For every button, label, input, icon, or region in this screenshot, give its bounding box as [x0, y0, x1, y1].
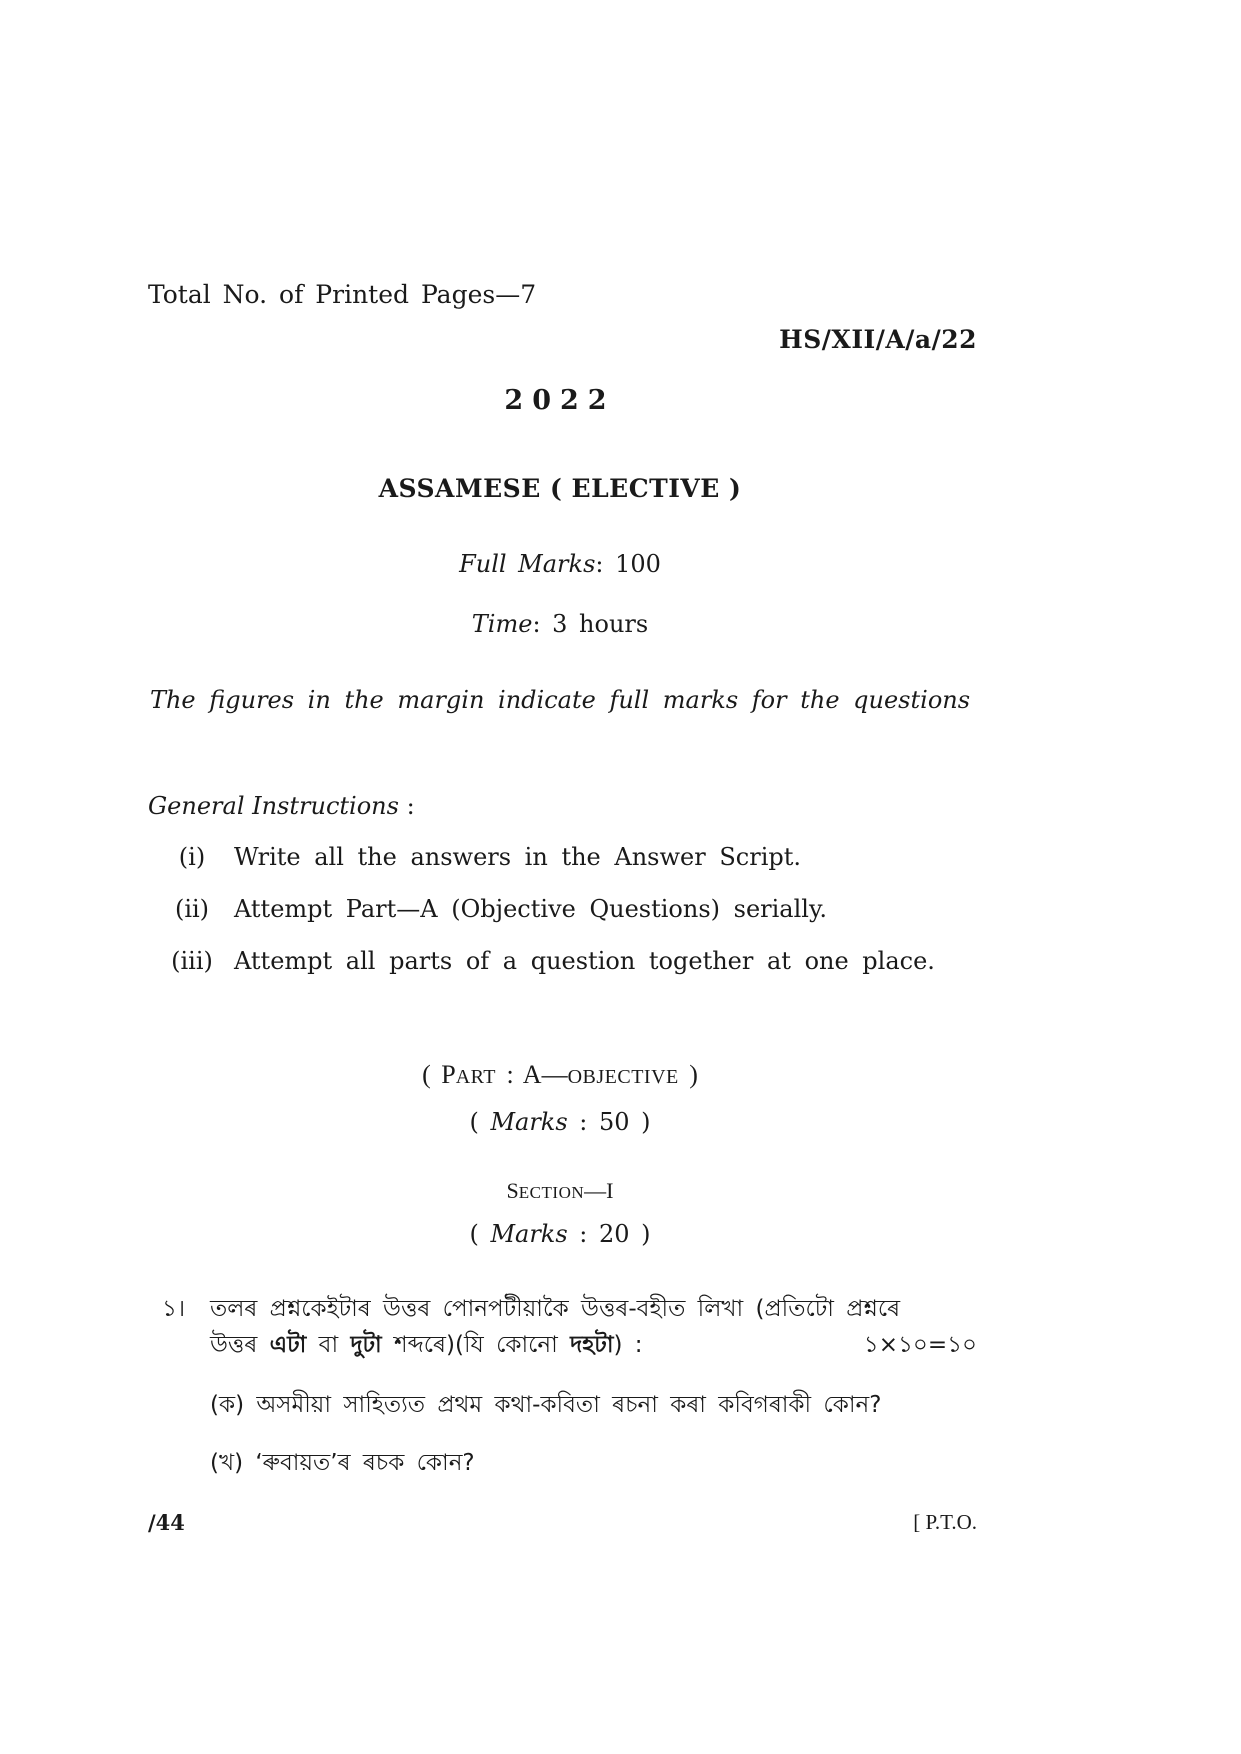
instruction-number: (i): [178, 843, 206, 871]
time-allowed: [0, 610, 1120, 638]
sub-question-kha: (খ) ‘ৰুবায়ত’ৰ ৰচক কোন?: [210, 1450, 475, 1476]
part-title-objective: OBJECTIVE: [567, 1066, 679, 1088]
question-number: ১।: [162, 1296, 186, 1322]
part-title: [0, 1060, 1120, 1090]
part-marks-open: (: [469, 1108, 491, 1136]
instruction-number: (iii): [171, 947, 213, 975]
instruction-text: Attempt Part—A (Objective Questions) serially.: [234, 895, 827, 923]
q-line2-bold-two: দুটা: [350, 1332, 382, 1358]
instruction-item: [150, 843, 801, 871]
total-pages-note: Total No. of Printed Pages—7: [148, 280, 537, 309]
general-instructions-label: General Instructions: [148, 792, 399, 820]
part-title-close: ): [678, 1060, 698, 1089]
time-value: : 3 hours: [532, 610, 649, 638]
full-marks-value: : 100: [595, 550, 661, 578]
part-marks-value: : 50 ): [567, 1108, 651, 1136]
time-label: Time: [471, 610, 533, 638]
section-marks-value: : 20 ): [567, 1220, 651, 1248]
exam-year: 2022: [504, 385, 616, 416]
instruction-item: [150, 895, 827, 923]
question-text-line2: [210, 1326, 643, 1365]
part-marks-label: Marks: [490, 1108, 568, 1136]
q-line2-part: শব্দৰে)(যি কোনো: [381, 1332, 571, 1358]
full-marks-label: Full Marks: [459, 550, 596, 578]
part-title-smallcaps: ART: [455, 1066, 496, 1088]
margin-note: The figures in the margin indicate full marks for the questions: [149, 686, 971, 714]
question-text-line1: তলৰ প্ৰশ্নকেইটাৰ উত্তৰ পোনপটীয়াকৈ উত্তৰ-বহীত লিখা (প্ৰতিটো প্ৰশ্নৰে: [210, 1296, 901, 1322]
q-line2-part: উত্তৰ: [210, 1332, 270, 1358]
part-title-open: ( P: [422, 1060, 456, 1089]
sub-question-ka: (ক) অসমীয়া সাহিত্যত প্ৰথম কথা-কবিতা ৰচনা কৰা কবিগৰাকী কোন?: [210, 1392, 882, 1418]
section-marks: [0, 1220, 1120, 1248]
instruction-number: (ii): [174, 895, 210, 923]
q-line2-part: বা: [306, 1332, 351, 1358]
q-line2-bold-ten: দহটা: [570, 1332, 614, 1358]
section-marks-label: Marks: [490, 1220, 568, 1248]
section-title-smallcaps: ECTION: [518, 1183, 585, 1202]
q-line2-bold-one: এটা: [269, 1332, 307, 1358]
page-code: /44: [148, 1510, 185, 1535]
instruction-item: [150, 947, 935, 975]
section-marks-open: (: [469, 1220, 491, 1248]
section-title-initial: S: [506, 1178, 519, 1203]
instruction-text: Attempt all parts of a question together at one place.: [234, 947, 935, 975]
general-instructions-title: [148, 792, 415, 820]
subject-title: ASSAMESE ( ELECTIVE ): [378, 474, 742, 503]
question-marks: ১×১০=১০: [863, 1332, 977, 1358]
full-marks: [0, 550, 1120, 578]
instruction-text: Write all the answers in the Answer Script.: [234, 843, 801, 871]
section-title: [0, 1178, 1120, 1204]
section-title-suffix: —I: [584, 1178, 614, 1203]
paper-code: HS/XII/A/a/22: [779, 325, 977, 354]
q-line2-part: ) :: [613, 1332, 643, 1358]
general-instructions-colon: :: [398, 792, 415, 820]
part-marks: [0, 1108, 1120, 1136]
part-title-mid: : A—: [496, 1060, 568, 1089]
please-turn-over: [ P.T.O.: [913, 1510, 977, 1534]
